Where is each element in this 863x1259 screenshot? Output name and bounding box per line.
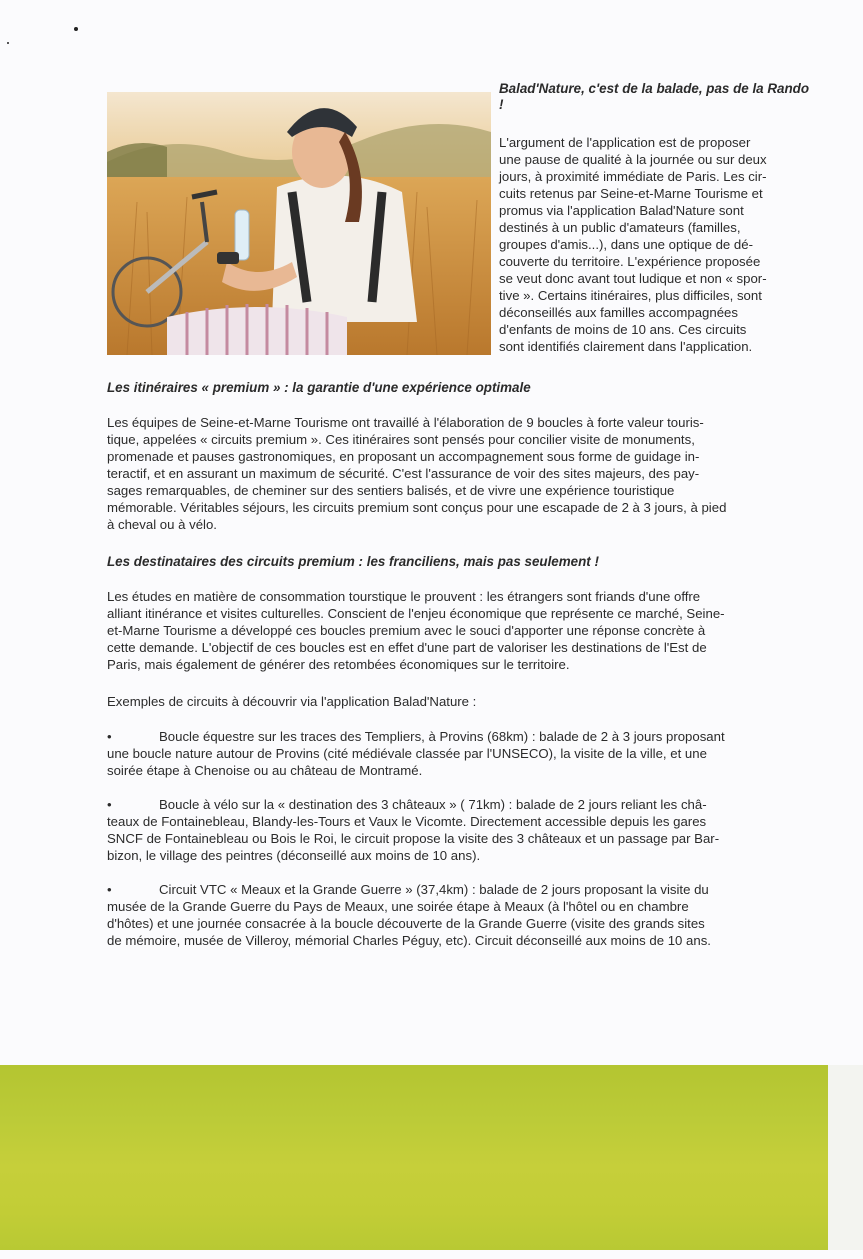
text-line: déconseillés aux familles accompagnées — [499, 305, 738, 320]
photo-illustration — [107, 92, 491, 355]
text-line: d'enfants de moins de 10 ans. Ces circuits — [499, 322, 747, 337]
text-line: Circuit VTC « Meaux et la Grande Guerre » (37,4km) : balade de 2 jours proposant la visite du — [159, 882, 709, 897]
text-line: une boucle nature autour de Provins (cité médiévale classée par l'UNSECO), la visite de la ville, et une — [107, 746, 707, 761]
text-line: une pause de qualité à la journée ou sur deux — [499, 152, 767, 167]
text-line: musée de la Grande Guerre du Pays de Meaux, une soirée étape à Meaux (à l'hôtel ou en chambre — [107, 899, 689, 914]
text-line: d'hôtes) et une journée consacrée à la boucle découverte de la Grande Guerre (visite des grands sites — [107, 916, 705, 931]
text-line: destinés à un public d'amateurs (familles, — [499, 220, 741, 235]
text-line: promus via l'application Balad'Nature sont — [499, 203, 744, 218]
text-line: cuits retenus par Seine-et-Marne Tourisme et — [499, 186, 763, 201]
text-line: à cheval ou à vélo. — [107, 517, 217, 532]
cyclist-woman-photo — [107, 92, 491, 355]
text-line: SNCF de Fontainebleau ou Bois le Roi, le circuit propose la visite des 3 châteaux et un passage par Bar- — [107, 831, 720, 846]
text-line: de mémoire, musée de Villeroy, mémorial Charles Péguy, etc). Circuit déconseillé aux moins de 10 ans. — [107, 933, 711, 948]
text-line: cette demande. L'objectif de ces boucles est en effet d'une part de valoriser les destinations de l'Est de — [107, 640, 707, 655]
text-line: bizon, le village des peintres (déconseillé aux moins de 10 ans). — [107, 848, 481, 863]
text-line: promenade et pauses gastronomiques, en proposant un accompagnement sous forme de guidage in- — [107, 449, 700, 464]
text-line: couverte du territoire. L'expérience proposée — [499, 254, 761, 269]
list-item — [107, 729, 805, 779]
text-line: et-Marne Tourisme a développé ces boucles premium avec le souci d'apporter une réponse concrète à — [107, 623, 706, 638]
text-line: Boucle équestre sur les traces des Templiers, à Provins (68km) : balade de 2 à 3 jours proposant — [159, 729, 725, 744]
text-line: L'argument de l'application est de proposer — [499, 135, 751, 150]
section-heading-premium: Les itinéraires « premium » : la garantie d'une expérience optimale — [107, 380, 531, 395]
text-line: teractif, et en assurant un maximum de sécurité. C'est l'assurance de voir des sites majeurs, des pay- — [107, 466, 700, 481]
text-line: groupes d'amis...), dans une optique de dé- — [499, 237, 753, 252]
text-line: Paris, mais également de générer des retombées économiques sur le territoire. — [107, 657, 570, 672]
text-line: soirée étape à Chenoise ou au château de Montramé. — [107, 763, 423, 778]
scan-speck — [74, 27, 78, 31]
text-line: Boucle à vélo sur la « destination des 3 châteaux » ( 71km) : balade de 2 jours reliant les châ- — [159, 797, 707, 812]
bullet-icon: • — [107, 882, 112, 897]
text-line: tive ». Certains itinéraires, plus difficiles, sont — [499, 288, 762, 303]
text-line: sont identifiés clairement dans l'application. — [499, 339, 753, 354]
text-line: se veut donc avant tout ludique et non « spor- — [499, 271, 767, 286]
text-line: alliant itinérance et visites culturelles. Conscient de l'enjeu économique que représente ce marché, Seine- — [107, 606, 725, 621]
bullet-icon: • — [107, 797, 112, 812]
footer-band-margin — [828, 1065, 863, 1250]
section-heading-baladnature: Balad'Nature, c'est de la balade, pas de la Rando ! — [499, 81, 809, 112]
footer-color-band — [0, 1065, 828, 1250]
text-line: tique, appelées « circuits premium ». Ces itinéraires sont pensés pour concilier visite de monuments, — [107, 432, 695, 447]
text-line: jours, à proximité immédiate de Paris. Les cir- — [499, 169, 767, 184]
text-line: sages remarquables, de cheminer sur des sentiers balisés, et de vivre une expérience touristique — [107, 483, 675, 498]
section-heading-destinataires: Les destinataires des circuits premium : les franciliens, mais pas seulement ! — [107, 554, 599, 569]
text-line: Les équipes de Seine-et-Marne Tourisme ont travaillé à l'élaboration de 9 boucles à forte valeur touris- — [107, 415, 704, 430]
list-item — [107, 882, 805, 949]
list-item — [107, 797, 805, 864]
text-line: Les études en matière de consommation tourstique le prouvent : les étrangers sont friands d'une offre — [107, 589, 701, 604]
examples-intro: Exemples de circuits à découvrir via l'application Balad'Nature : — [107, 694, 477, 709]
bullet-icon: • — [107, 729, 112, 744]
text-line: mémorable. Véritables séjours, les circuits premium sont conçus pour une escapade de 2 à 3 jours, à pied — [107, 500, 727, 515]
scan-speck — [7, 42, 9, 44]
text-line: teaux de Fontainebleau, Blandy-les-Tours et Vaux le Vicomte. Directement accessible depuis les gares — [107, 814, 707, 829]
